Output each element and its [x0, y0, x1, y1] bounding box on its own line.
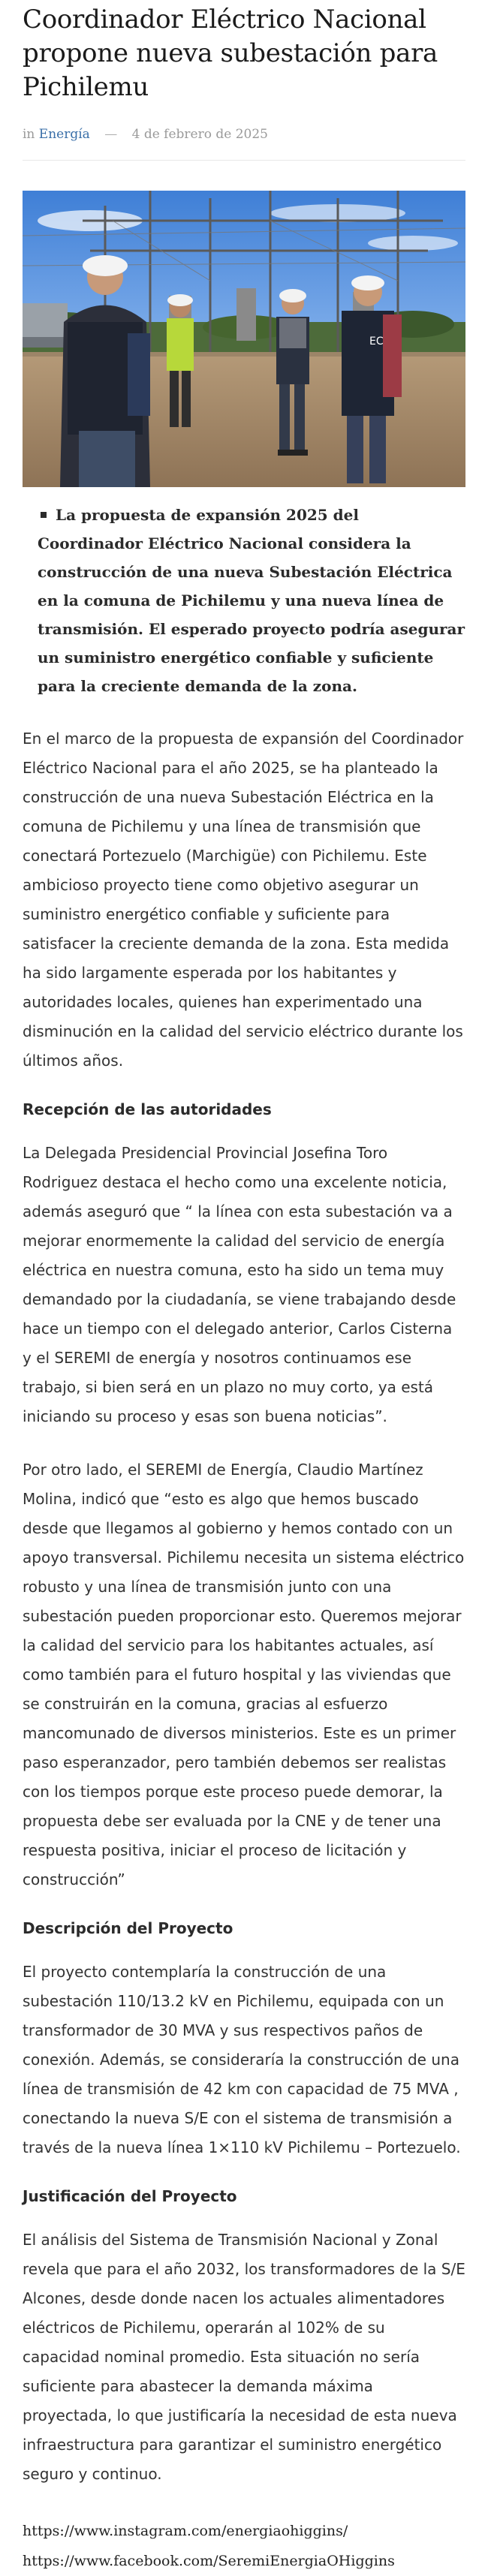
paragraph-recepcion-seremi: Por otro lado, el SEREMI de Energía, Claudio Martínez Molina, indicó que “esto es algo que hemos buscado desde que llegamos al gobierno y hemos contado con un apoyo transversal. Pichilemu necesita un sistema eléctrico robusto y una línea de transmisión junto con una subestación pueden proporcionar esto. Queremos mejorar la calidad del servicio para los habitantes actuales, así como también para el futuro hospital y las viviendas que se construirán en la comuna, gracias al esfuerzo mancomunado de diversos ministerios. Este es un primer paso esperanzador, pero también debemos ser realistas con los tiempos porque este proceso puede demorar, la propuesta debe ser evaluada por la CNE y de tener una respuesta positiva, iniciar el proceso de licitación y construcción” [23, 1461, 465, 1888]
publish-date: 4 de febrero de 2025 [131, 127, 268, 142]
paragraph-intro: En el marco de la propuesta de expansión del Coordinador Eléctrico Nacional para el año 2025, se ha planteado la construcción de una nueva Subestación Eléctrica en la comuna de Pichilemu y una línea de transmisión que conectará Portezuelo (Marchigüe) con Pichilemu. Este ambicioso proyecto tiene como objetivo asegurar un suministro energético confiable y suficiente para satisfacer la creciente demanda de la zona. Esta medida ha sido largamente esperada por los habitantes y autoridades locales, quienes han experimentado una disminución en la calidad del servicio eléctrico durante los últimos años. [23, 730, 464, 1070]
heading-recepcion: Recepción de las autoridades [23, 1100, 272, 1118]
article-lead [38, 501, 465, 700]
article-title: Coordinador Eléctrico Nacional propone nueva subestación para Pichilemu [23, 5, 438, 102]
lead-bullet-icon [41, 512, 47, 518]
paragraph-justificacion: El análisis del Sistema de Transmisión Nacional y Zonal revela que para el año 2032, los transformadores de la S/E Alcones, desde donde nacen los actuales alimentadores eléctricos de Pichilemu, operarán al 102% de su capacidad nominal promedio. Esta situación no sería suficiente para abastecer la demanda máxima proyectada, lo que justificaría la necesidad de esta nueva infraestructura para garantizar el suministro energético seguro y continuo. [23, 2231, 465, 2483]
meta-divider [23, 160, 465, 161]
paragraph-recepcion-delegada: La Delegada Presidencial Provincial Josefina Toro Rodriguez destaca el hecho como una excelente noticia, además aseguró que “ la línea con esta subestación va a mejorar enormemente la calidad del servicio de energía eléctrica en nuestra comuna, esto ha sido un tema muy demandado por la ciudadanía, se viene trabajando desde hace un tiempo con el delegado anterior, Carlos Cisterna y el SEREMI de energía y nosotros continuamos ese trabajo, si bien será en un plazo no muy corto, ya está iniciando su proceso y esas son buena noticias”. [23, 1144, 456, 1425]
lead-text: La propuesta de expansión 2025 del Coordinador Eléctrico Nacional considera la construcción de una nueva Subestación Eléctrica en la comuna de Pichilemu y una nueva línea de transmisión. El esperado proyecto podría asegurar un suministro energético confiable y suficiente para la creciente demanda de la zona. [38, 506, 465, 695]
category-link[interactable]: Energía [38, 127, 90, 142]
meta-prefix: in [23, 127, 35, 142]
article-meta [23, 127, 465, 145]
heading-descripcion: Descripción del Proyecto [23, 1919, 233, 1937]
paragraph-descripcion: El proyecto contemplaría la construcción de una subestación 110/13.2 kV en Pichilemu, equipada con un transformador de 30 MVA y sus respectivos paños de conexión. Además, se consideraría la construcción de una línea de transmisión de 42 km con capacidad de 75 MVA , conectando la nueva S/E con el sistema de transmisión a través de la nueva línea 1×110 kV Pichilemu – Portezuelo. [23, 1963, 461, 2156]
heading-justificacion: Justificación del Proyecto [23, 2187, 237, 2205]
facebook-link[interactable]: https://www.facebook.com/SeremiEnergiaOHiggins [23, 2553, 395, 2569]
vest-logo-text: EC [369, 336, 384, 348]
instagram-link[interactable]: https://www.instagram.com/energiaohiggins/ [23, 2523, 348, 2539]
social-links [23, 2516, 465, 2576]
meta-separator: — [104, 127, 118, 142]
hero-photo [23, 191, 465, 487]
